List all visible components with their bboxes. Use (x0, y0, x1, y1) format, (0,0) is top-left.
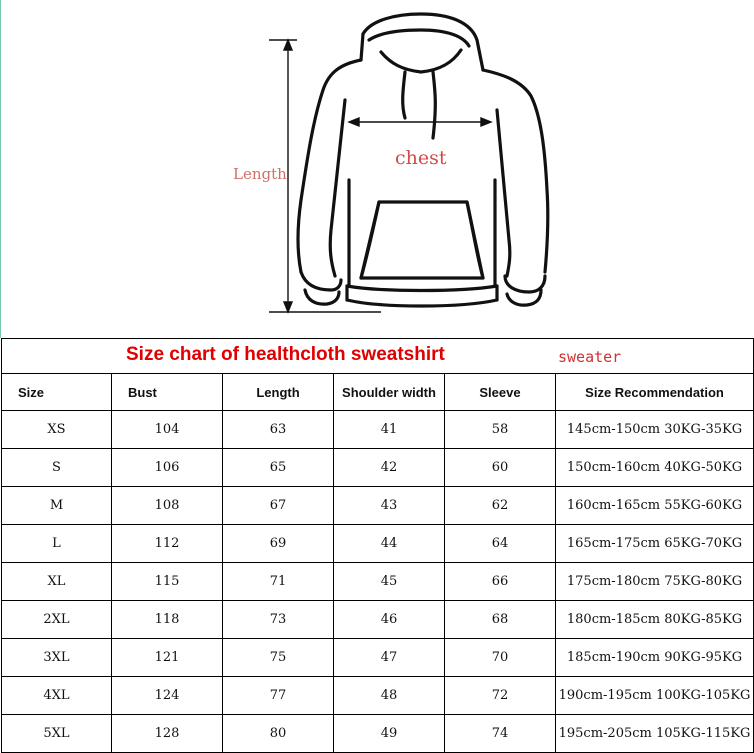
cell-length: 67 (223, 487, 334, 525)
cell-recommendation: 180cm-185cm 80KG-85KG (556, 601, 754, 639)
cell-recommendation: 145cm-150cm 30KG-35KG (556, 411, 754, 449)
cell-length: 73 (223, 601, 334, 639)
cell-length: 80 (223, 715, 334, 753)
cell-recommendation: 160cm-165cm 55KG-60KG (556, 487, 754, 525)
table-row (2, 563, 754, 601)
cell-sleeve: 70 (445, 639, 556, 677)
cell-size: 5XL (2, 715, 112, 753)
cell-bust: 128 (112, 715, 223, 753)
header-length: Length (223, 374, 334, 411)
cell-length: 65 (223, 449, 334, 487)
header-size: Size (2, 374, 112, 411)
cell-sleeve: 74 (445, 715, 556, 753)
cell-sleeve: 62 (445, 487, 556, 525)
table-row (2, 487, 754, 525)
chart-title: Size chart of healthcloth sweatshirt (126, 344, 445, 365)
header-size-recommendation: Size Recommendation (556, 374, 754, 411)
cell-bust: 121 (112, 639, 223, 677)
chart-subtitle: sweater (558, 348, 622, 366)
cell-length: 71 (223, 563, 334, 601)
cell-length: 77 (223, 677, 334, 715)
cell-recommendation: 175cm-180cm 75KG-80KG (556, 563, 754, 601)
cell-size: XS (2, 411, 112, 449)
cell-bust: 112 (112, 525, 223, 563)
cell-bust: 115 (112, 563, 223, 601)
cell-shoulder: 42 (334, 449, 445, 487)
hoodie-diagram-area (0, 0, 754, 338)
cell-recommendation: 190cm-195cm 100KG-105KG (556, 677, 754, 715)
cell-shoulder: 45 (334, 563, 445, 601)
header-sleeve: Sleeve (445, 374, 556, 411)
cell-sleeve: 64 (445, 525, 556, 563)
table-row (2, 639, 754, 677)
header-shoulder-width: Shoulder width (334, 374, 445, 411)
cell-recommendation: 150cm-160cm 40KG-50KG (556, 449, 754, 487)
cell-size: S (2, 449, 112, 487)
table-row (2, 411, 754, 449)
table-row (2, 449, 754, 487)
cell-length: 69 (223, 525, 334, 563)
table-row (2, 677, 754, 715)
cell-sleeve: 58 (445, 411, 556, 449)
size-chart-table (1, 338, 754, 753)
chest-label: chest (395, 147, 447, 169)
length-label: Length (233, 165, 287, 183)
cell-shoulder: 46 (334, 601, 445, 639)
cell-length: 63 (223, 411, 334, 449)
cell-bust: 108 (112, 487, 223, 525)
cell-size: XL (2, 563, 112, 601)
header-row (2, 374, 754, 411)
header-bust: Bust (112, 374, 223, 411)
cell-bust: 104 (112, 411, 223, 449)
cell-recommendation: 195cm-205cm 105KG-115KG (556, 715, 754, 753)
table-row (2, 525, 754, 563)
cell-size: M (2, 487, 112, 525)
cell-size: 3XL (2, 639, 112, 677)
cell-size: 4XL (2, 677, 112, 715)
hoodie-illustration (1, 0, 754, 338)
cell-shoulder: 43 (334, 487, 445, 525)
cell-shoulder: 48 (334, 677, 445, 715)
cell-shoulder: 49 (334, 715, 445, 753)
table-row (2, 601, 754, 639)
cell-sleeve: 66 (445, 563, 556, 601)
cell-bust: 106 (112, 449, 223, 487)
cell-bust: 124 (112, 677, 223, 715)
cell-sleeve: 60 (445, 449, 556, 487)
cell-size: 2XL (2, 601, 112, 639)
cell-shoulder: 44 (334, 525, 445, 563)
cell-size: L (2, 525, 112, 563)
cell-shoulder: 47 (334, 639, 445, 677)
cell-recommendation: 185cm-190cm 90KG-95KG (556, 639, 754, 677)
cell-shoulder: 41 (334, 411, 445, 449)
cell-length: 75 (223, 639, 334, 677)
cell-recommendation: 165cm-175cm 65KG-70KG (556, 525, 754, 563)
cell-bust: 118 (112, 601, 223, 639)
cell-sleeve: 72 (445, 677, 556, 715)
cell-sleeve: 68 (445, 601, 556, 639)
title-cell (2, 339, 754, 374)
title-row (2, 339, 754, 374)
